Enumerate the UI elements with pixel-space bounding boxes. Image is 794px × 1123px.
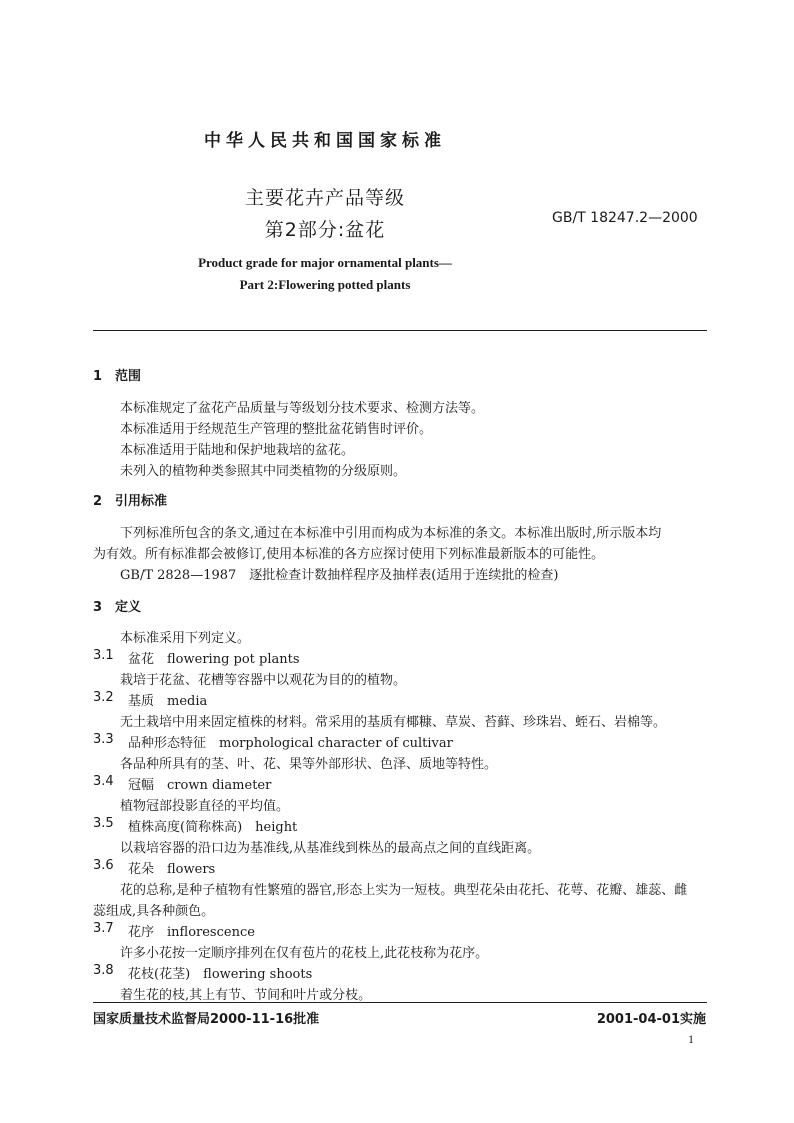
definition-3-1-text: 栽培于花盆、花槽等容器中以观花为目的的植物。 [120,673,407,688]
section-2-para-1b: 为有效。所有标准都会被修订,使用本标准的各方应探讨使用下列标准最新版本的可能性。 [93,547,605,562]
english-title-1: Product grade for major ornamental plants— [198,255,452,270]
definition-3-3-term: 品种形态特征 morphological character of cultivar [128,736,453,751]
approval-text: 国家质量技术监督局2000-11-16批准 [93,1012,320,1027]
definition-3-5-text: 以栽培容器的沿口边为基准线,从基准线到株丛的最高点之间的直线距离。 [120,841,541,856]
definition-3-7-number: 3.7 [93,921,114,936]
section-3-intro: 本标准采用下列定义。 [120,631,251,646]
section-1-para-3: 本标准适用于陆地和保护地栽培的盆花。 [120,443,355,458]
definition-3-2-text: 无土栽培中用来固定植株的材料。常采用的基质有椰糠、草炭、苔藓、珍珠岩、蛭石、岩棉等。 [120,715,667,730]
definition-3-8-text: 着生花的枝,其上有节、节间和叶片或分枝。 [120,988,372,1003]
definition-3-8-term: 花枝(花茎) flowering shoots [128,967,313,982]
footer-divider [93,1002,707,1003]
definition-3-4-text: 植物冠部投影直径的平均值。 [120,799,290,814]
section-2-reference: GB/T 2828—1987 逐批检查计数抽样程序及抽样表(适用于连续批的检查) [120,568,559,583]
implementation-text: 2001-04-01实施 [596,1012,706,1027]
definition-3-3-text: 各品种所具有的茎、叶、花、果等外部形状、色泽、质地等特性。 [120,757,498,772]
section-3-heading: 3 定义 [93,600,142,615]
definition-3-6-text-a: 花的总称,是种子植物有性繁殖的器官,形态上实为一短枝。典型花朵由花托、花萼、花瓣、雄蕊、雌 [120,883,688,898]
definition-3-3-number: 3.3 [93,732,114,747]
definition-3-7-term: 花序 inflorescence [128,925,255,940]
header-divider [93,330,707,331]
definition-3-6-number: 3.6 [93,858,114,873]
definition-3-1-term: 盆花 flowering pot plants [128,652,300,667]
section-2-heading: 2 引用标准 [93,494,168,509]
definition-3-2-number: 3.2 [93,690,114,705]
header-org: 中华人民共和国国家标准 [204,131,446,151]
definition-3-7-text: 许多小花按一定顺序排列在仅有苞片的花枝上,此花枝称为花序。 [120,946,489,961]
page-number: 1 [688,1032,694,1046]
standard-number: GB/T 18247.2—2000 [552,210,698,226]
definition-3-5-term: 植株高度(简称株高) height [128,820,298,835]
section-2-para-1a: 下列标准所包含的条文,通过在本标准中引用而构成为本标准的条文。本标准出版时,所示版本均 [120,526,662,541]
definition-3-6-term: 花朵 flowers [128,862,216,877]
section-1-para-4: 未列入的植物种类参照其中同类植物的分级原则。 [120,464,407,479]
title-line-2: 第2部分:盆花 [264,219,386,241]
definition-3-1-number: 3.1 [93,648,114,663]
title-line-1: 主要花卉产品等级 [244,187,405,209]
definition-3-4-term: 冠幅 crown diameter [128,778,272,793]
section-1-para-2: 本标准适用于经规范生产管理的整批盆花销售时评价。 [120,422,433,437]
definition-3-5-number: 3.5 [93,816,114,831]
section-1-heading: 1 范围 [93,369,142,384]
definition-3-6-text-b: 蕊组成,具各种颜色。 [93,904,215,919]
definition-3-8-number: 3.8 [93,963,114,978]
definition-3-4-number: 3.4 [93,774,114,789]
definition-3-2-term: 基质 media [128,694,208,709]
section-1-para-1: 本标准规定了盆花产品质量与等级划分技术要求、检测方法等。 [120,401,485,416]
english-title-2: Part 2:Flowering potted plants [239,277,411,292]
